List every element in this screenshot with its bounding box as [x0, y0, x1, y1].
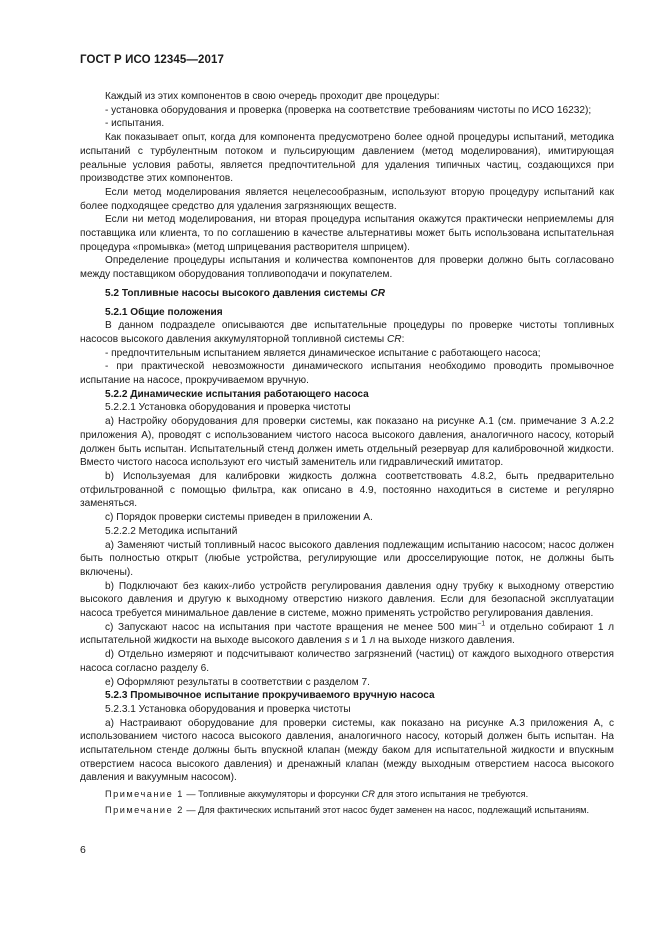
document-header: ГОСТ Р ИСО 12345—2017 — [80, 54, 225, 66]
list-item: c) Порядок проверки системы приведен в приложении А. — [105, 512, 373, 524]
list-item: e) Оформляют результаты в соответствии с разделом 7. — [105, 676, 370, 688]
list-item: b) Подключают без каких-либо устройств регулирования давления одну трубку к выходному отверстию высокого давления и другую к выходному отверстию низкого давления. Если для безопасной эксплуатации насоса требуется минимальное давление в системе, можно применять устройство регулирования давления. — [80, 580, 614, 620]
document-body — [80, 90, 614, 816]
paragraph: В данном подразделе описываются две испытательные процедуры по проверке чистоты топливных насосов высокого давления аккумуляторной топливной системы CR: — [80, 320, 614, 345]
list-item: d) Отдельно измеряют и подсчитывают количество загрязнений (частиц) от каждого выходного отверстия насоса согласно разделу 6. — [80, 649, 614, 674]
paragraph: Определение процедуры испытания и количества компонентов для проверки должно быть согласовано между поставщиком оборудования топливоподачи и покупателем. — [80, 255, 614, 281]
section-heading-5-2-3: 5.2.3 Промывочное испытание прокручиваемого вручную насоса — [105, 690, 435, 702]
section-heading-5-2-1: 5.2.1 Общие положения — [105, 306, 223, 318]
paragraph: Как показывает опыт, когда для компонента предусмотрено более одной процедуры испытаний, методика испытаний с турбулентным потоком и пульсирующим давлением (метод моделирования), имитирующая реальные условия работы, является предпочтительной для удаления типичных частиц, создающихся при производстве этих компонентов. — [80, 132, 614, 185]
page-number: 6 — [80, 844, 86, 856]
list-item: c) Запускают насос на испытания при частоте вращения не менее 500 мин$^{-1}$ и отдельно собирают 1 л испытательной жидкости на выходе высокого давления s и 1 л на выходе низкого давления. — [80, 620, 614, 647]
note-1: Примечание 1 — Топливные аккумуляторы и форсунки CR для этого испытания не требуются. — [105, 789, 529, 800]
list-item: а) Заменяют чистый топливный насос высокого давления подлежащим испытанию насосом; насос должен быть полностью открыт (любые устройства, регулирующие или дросселирующие поток, не должны быть включены). — [80, 539, 614, 578]
paragraph: Каждый из этих компонентов в свою очередь проходит две процедуры: — [105, 91, 440, 102]
subsection-heading: 5.2.3.1 Установка оборудования и проверка чистоты — [105, 703, 351, 715]
paragraph: Если метод моделирования является нецелесообразным, используют вторую процедуру испытаний как более подходящее средство для удаления загрязняющих веществ. — [80, 186, 614, 212]
list-item: - предпочтительным испытанием является динамическое испытание с работающего насоса; — [105, 347, 541, 359]
section-heading-5-2-2: 5.2.2 Динамические испытания работающего насоса — [105, 388, 369, 400]
note-2: Примечание 2 — Для фактических испытаний этот насос будет заменен на насос, подлежащий испытаниям. — [105, 804, 590, 815]
section-heading-5-2: 5.2 Топливные насосы высокого давления системы CR — [105, 287, 386, 299]
subsection-heading: 5.2.2.1 Установка оборудования и проверка чистоты — [105, 402, 351, 414]
subsection-heading: 5.2.2.2 Методика испытаний — [105, 525, 238, 537]
list-item: - при практической невозможности динамического испытания необходимо проводить промывочное испытание на насосе, прокручиваемом вручную. — [80, 361, 614, 387]
list-item: b) Используемая для калибровки жидкость должна соответствовать 4.8.2, быть предварительно отфильтрованной с помощью фильтра, как описано в 4.9, постоянно находиться в системе и регулярно заменяться. — [80, 470, 614, 510]
list-item: - установка оборудования и проверка (проверка на соответствие требованиям чистоты по ИСО 16232); — [105, 104, 592, 116]
list-item: а) Настройку оборудования для проверки системы, как показано на рисунке А.1 (см. примечание 3 А.2.2 приложения А), проводят с использованием чистого насоса высокого давления, аналогичного насосу, который должен быть испытан. Испытательный стенд должен иметь отдельный резервуар для калибровочной жидкости. Вместо чистого насоса используют его чистый заменитель или гидравлический имитатор. — [80, 416, 614, 469]
list-item: - испытания. — [105, 118, 165, 130]
list-item: а) Настраивают оборудование для проверки системы, как показано на рисунке А.3 приложения А, с использованием чистого насоса высокого давления, аналогичного насосу, который должен быть испытан. На испытательном стенде должны быть впускной клапан (между баком для испытательной жидкости и впускным отверстием насоса высокого давления) и дренажный клапан (между выходным отверстием насоса высокого давления и вакуумным насосом). — [80, 717, 614, 784]
paragraph: Если ни метод моделирования, ни вторая процедура испытания окажутся практически неприемлемы для поставщика или клиента, то по соглашению в качестве альтернативы может быть использована испытательная процедура «промывка» (метод шприцевания растворителя шприцем). — [80, 214, 614, 253]
